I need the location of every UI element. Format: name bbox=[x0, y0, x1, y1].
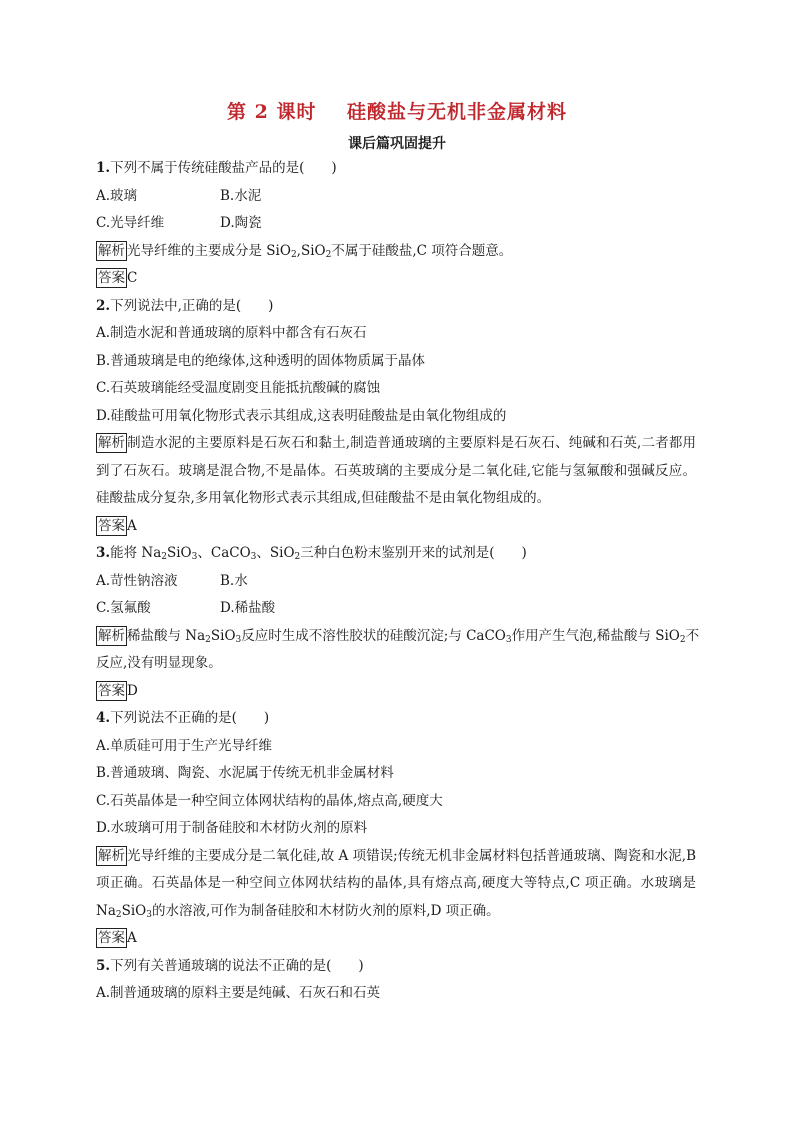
analysis-tag: 解析 bbox=[98, 435, 125, 451]
subscript: 2 bbox=[325, 249, 332, 260]
answer-value: D bbox=[127, 682, 138, 699]
option-c: C.石英玻璃能经受温度剧变且能抵抗酸碱的腐蚀 bbox=[96, 380, 381, 396]
question-1-analysis: 解析 光导纤维的主要成分是 SiO$_2$,SiO$_2$不属于硅酸盐,C 项符合题意。 bbox=[98, 242, 513, 260]
question-1-options-row-1 bbox=[96, 183, 696, 211]
section-subtitle: 课后篇巩固提升 bbox=[348, 136, 446, 152]
question-5-stem: 5.下列有关普通玻璃的说法不正确的是( ) bbox=[96, 957, 364, 974]
option-b: B.普通玻璃、陶瓷、水泥属于传统无机非金属材料 bbox=[96, 765, 394, 781]
option-a: A.玻璃 bbox=[96, 187, 138, 204]
subscript: 2 bbox=[205, 634, 211, 645]
answer-tag: 答案 bbox=[98, 930, 125, 946]
answer-value: C bbox=[127, 270, 138, 286]
question-3-options-row-2 bbox=[96, 595, 696, 623]
answer-tag: 答案 bbox=[98, 682, 125, 699]
question-list bbox=[96, 155, 700, 1008]
subscript: 3 bbox=[505, 634, 512, 645]
subscript: 2 bbox=[290, 249, 297, 260]
question-4-analysis: 解析 光导纤维的主要成分是二氧化硅,故 A 项错误;传统无机非金属材料包括普通玻璃、陶瓷和水泥,B 项正确。石英晶体是一种空间立体网状结构的晶体,具有熔点高,硬度大等特点,C 项正确。水玻璃是 $Na_2SiO_3$的水溶液,可作为制备硅胶和木材防火剂的原料,D 项正确。 bbox=[96, 847, 696, 920]
question-number: 3. bbox=[96, 545, 111, 561]
question-number: 5. bbox=[96, 957, 111, 974]
subscript: 3 bbox=[191, 552, 198, 562]
subscript: 2 bbox=[679, 634, 686, 645]
question-4-answer bbox=[96, 925, 696, 953]
question-3-analysis-line-2: 反应,没有明显现象。 bbox=[96, 655, 222, 671]
answer-tag: 答案 bbox=[98, 517, 125, 534]
option-a: A.制普通玻璃的原料主要是纯碱、石灰石和石英 bbox=[96, 985, 381, 1001]
option-d: D.水玻璃可用于制备硅胶和木材防火剂的原料 bbox=[96, 820, 368, 836]
question-4-stem: 4.下列说法不正确的是( ) bbox=[96, 710, 270, 726]
option-c: C.氢氟酸 bbox=[96, 600, 151, 616]
answer-value: A bbox=[127, 517, 137, 534]
answer-value: A bbox=[127, 930, 137, 946]
question-number: 2. bbox=[96, 297, 111, 314]
option-b: B.普通玻璃是电的绝缘体,这种透明的固体物质属于晶体 bbox=[96, 352, 426, 369]
option-c: C.石英晶体是一种空间立体网状结构的晶体,熔点高,硬度大 bbox=[96, 792, 443, 809]
question-3-options-row-1 bbox=[96, 568, 696, 596]
option-d: D.稀盐酸 bbox=[220, 600, 276, 616]
question-1-stem: 1.下列不属于传统硅酸盐产品的是( ) bbox=[96, 160, 337, 176]
analysis-tag: 解析 bbox=[98, 847, 125, 864]
subscript: 2 bbox=[294, 552, 301, 562]
option-a: A.苛性钠溶液 bbox=[96, 572, 178, 589]
question-2-analysis: 解析 制造水泥的主要原料是石灰石和黏土,制造普通玻璃的主要原料是石灰石、纯碱和石英,二者都用到了石灰石。玻璃是混合物,不是晶体。石英玻璃的主要成分是二氧化硅,它能与氢氟酸和强碱反应。硅酸盐成分复杂,多用氧化物形式表示其组成,但硅酸盐不是由氧化物组成的。 bbox=[96, 435, 696, 506]
question-1-options-row-2 bbox=[96, 210, 696, 238]
option-d: D.陶瓷 bbox=[220, 215, 262, 231]
option-b: B.水 bbox=[220, 572, 248, 589]
option-a: A.制造水泥和普通玻璃的原料中都含有石灰石 bbox=[96, 325, 367, 341]
option-b: B.水泥 bbox=[220, 187, 262, 204]
analysis-tag: 解析 bbox=[98, 627, 125, 644]
subscript: 3 bbox=[235, 634, 242, 645]
page-title: 第 2 课时 硅酸盐与无机非金属材料 bbox=[227, 101, 567, 123]
analysis-tag: 解析 bbox=[98, 242, 125, 259]
question-2-answer bbox=[96, 513, 696, 541]
option-c: C.光导纤维 bbox=[96, 215, 165, 231]
question-2-stem: 2.下列说法中,正确的是( ) bbox=[96, 297, 274, 314]
question-number: 1. bbox=[96, 160, 111, 176]
question-number: 4. bbox=[96, 710, 111, 726]
question-3-answer bbox=[96, 678, 696, 706]
subscript: 3 bbox=[250, 552, 257, 562]
question-3-analysis-line-1: 解析 稀盐酸与 $Na_2SiO_3$反应时生成不溶性胶状的硅酸沉淀;与 CaCO$_3$作用产生气泡,稀盐酸与 SiO$_2$不 bbox=[98, 627, 700, 645]
option-a: A.单质硅可用于生产光导纤维 bbox=[96, 737, 273, 754]
subscript: 2 bbox=[161, 552, 167, 562]
answer-tag: 答案 bbox=[98, 270, 125, 286]
option-d: D.硅酸盐可用氧化物形式表示其组成,这表明硅酸盐是由氧化物组成的 bbox=[96, 407, 507, 424]
question-1-answer bbox=[96, 265, 696, 293]
question-3-stem: 3.能将 $Na_2SiO_3$、CaCO$_3$、SiO$_2$三种白色粉末鉴别开来的试剂是( ) bbox=[96, 545, 527, 562]
